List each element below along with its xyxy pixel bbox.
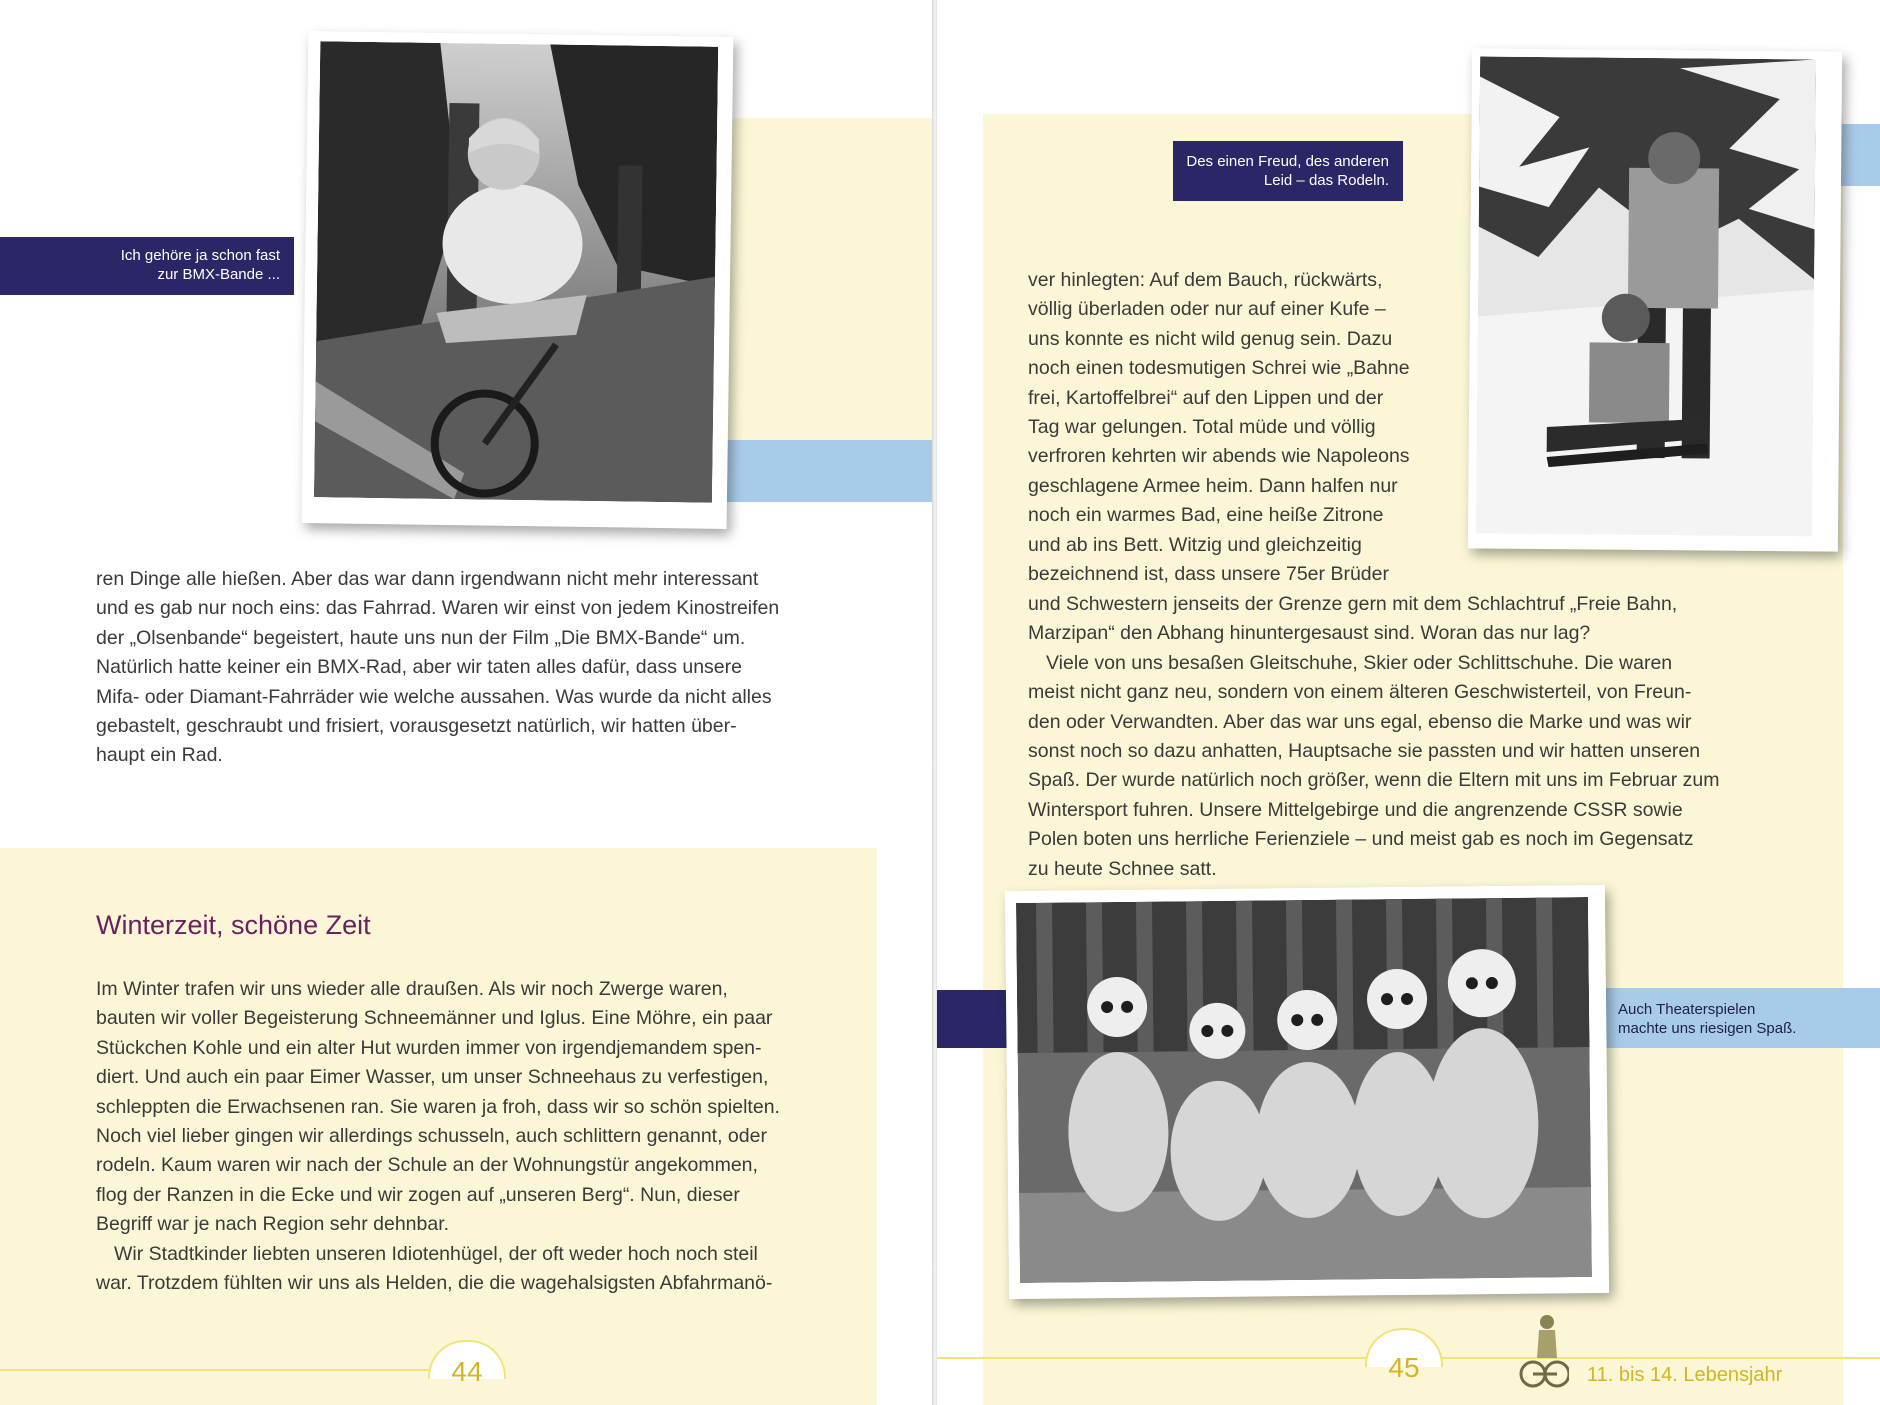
- text-line: Noch viel lieber gingen wir allerdings schusseln, auch schlittern genannt, oder: [96, 1125, 767, 1148]
- text-line: rodeln. Kaum waren wir nach der Schule an der Wohnungstür angekommen,: [96, 1154, 758, 1177]
- text-line: Mifa- oder Diamant-Fahrräder wie welche aussahen. Was wurde da nicht alles: [96, 685, 772, 708]
- text-line: Wintersport fuhren. Unsere Mittelgebirge und die angrenzende CSSR sowie: [1028, 798, 1683, 821]
- cyclist-figure-icon: [1519, 1312, 1569, 1392]
- text-line: Im Winter trafen wir uns wieder alle draußen. Als wir noch Zwerge waren,: [96, 978, 728, 1000]
- text-line: geschlagene Armee heim. Dann halfen nur: [1028, 474, 1398, 497]
- bmx-caption-box: [0, 237, 294, 295]
- text-line: meist nicht ganz neu, sondern von einem älteren Geschwisterteil, von Freun-: [1028, 681, 1692, 704]
- text-line: Spaß. Der wurde natürlich noch größer, wenn die Eltern mit uns im Februar zum: [1028, 769, 1720, 792]
- text-line: zu heute Schnee satt.: [1028, 857, 1217, 880]
- right-page: [937, 0, 1880, 1405]
- bmx-caption-line-1: Ich gehöre ja schon fast: [120, 247, 280, 264]
- text-line: noch einen todesmutigen Schrei wie „Bahne: [1028, 357, 1410, 380]
- page-number-45: 45: [1388, 1352, 1420, 1383]
- text-line: diert. Und auch ein paar Eimer Wasser, um unser Schneehaus zu verfestigen,: [96, 1066, 769, 1089]
- text-line: Begriff war je nach Region sehr dehnbar.: [96, 1213, 450, 1236]
- text-line: haupt ein Rad.: [96, 744, 223, 767]
- text-line: völlig überladen oder nur auf einer Kufe –: [1028, 298, 1386, 321]
- right-paragraph-1-narrow: [1028, 266, 1468, 589]
- left-footer-line: [0, 1369, 440, 1371]
- children-with-sled-in-snow-photo: [1476, 56, 1816, 536]
- left-paragraph-1: [96, 565, 856, 771]
- text-line: bezeichnend ist, dass unsere 75er Brüder: [1028, 563, 1389, 586]
- text-line: uns konnte es nicht wild genug sein. Dazu: [1028, 327, 1393, 350]
- text-line: flog der Ranzen in die Ecke und wir zogen auf „unseren Berg“. Nun, dieser: [96, 1183, 740, 1206]
- text-line: verfroren kehrten wir abends wie Napoleons: [1028, 445, 1410, 468]
- text-line: den oder Verwandten. Aber das war uns egal, ebenso die Marke und was wir: [1028, 710, 1692, 733]
- theater-photo-frame: [1005, 885, 1609, 1299]
- text-line: und es gab nur noch eins: das Fahrrad. Waren wir einst von jedem Kinostreifen: [96, 597, 780, 620]
- section-heading: Winterzeit, schöne Zeit: [96, 910, 371, 940]
- text-line: schleppten die Erwachsenen ran. Sie waren ja froh, dass wir so schön spielten.: [96, 1095, 780, 1118]
- text-line: Viele von uns besaßen Gleitschuhe, Skier oder Schlittschuhe. Die waren: [1046, 651, 1673, 674]
- text-line: war. Trotzdem fühlten wir uns als Helden, die die wagehalsigsten Abfahrmanö-: [96, 1272, 773, 1295]
- text-line: und Schwestern jenseits der Grenze gern mit dem Schlachtruf „Freie Bahn,: [1028, 593, 1678, 615]
- text-line: sonst noch so dazu anhatten, Hauptsache sie passten und wir hatten unseren: [1028, 740, 1701, 763]
- text-line: Stückchen Kohle und ein alter Hut wurden immer von irgendjemandem spen-: [96, 1036, 762, 1059]
- sled-caption-box: [1173, 141, 1403, 201]
- text-line: frei, Kartoffelbrei“ auf den Lippen und der: [1028, 386, 1384, 409]
- text-line: gebastelt, geschraubt und frisiert, vorausgesetzt natürlich, wir hatten über-: [96, 715, 737, 738]
- right-paragraph-1-wide: [1028, 590, 1828, 884]
- theater-caption-line-2: machte uns riesigen Spaß.: [1618, 1020, 1797, 1037]
- text-line: der „Olsenbande“ begeistert, haute uns nun der Film „Die BMX-Bande“ um.: [96, 626, 746, 649]
- theater-caption-box: [1606, 988, 1880, 1048]
- navy-accent-bar: [937, 990, 1007, 1048]
- text-line: und ab ins Bett. Witzig und gleichzeitig: [1028, 533, 1362, 556]
- bmx-caption-line-2: zur BMX-Bande ...: [157, 266, 280, 283]
- text-line: Polen boten uns herrliche Ferienziele – und meist gab es noch im Gegensatz: [1028, 828, 1694, 851]
- left-page: [0, 0, 934, 1405]
- sled-photo-frame: [1468, 48, 1842, 551]
- text-line: Wir Stadtkinder liebten unseren Idiotenhügel, der oft weder hoch noch steil: [114, 1242, 758, 1265]
- text-line: Natürlich hatte keiner ein BMX-Rad, aber wir taten alles dafür, dass unsere: [96, 656, 742, 679]
- text-line: bauten wir voller Begeisterung Schneemänner und Iglus. Eine Möhre, ein paar: [96, 1007, 773, 1030]
- page-number-44: 44: [451, 1356, 483, 1387]
- text-line: ren Dinge alle hießen. Aber das war dann irgendwann nicht mehr interessant: [96, 568, 759, 590]
- text-line: ver hinlegten: Auf dem Bauch, rückwärts,: [1028, 269, 1383, 291]
- theater-caption-line-1: Auch Theaterspielen: [1618, 1001, 1756, 1018]
- text-line: Tag war gelungen. Total müde und völlig: [1028, 416, 1376, 439]
- bmx-photo-frame: [302, 31, 734, 529]
- children-in-theater-costumes-photo: [1016, 897, 1592, 1283]
- boy-on-bmx-bike-photo: [314, 41, 718, 503]
- left-paragraph-2: [96, 975, 856, 1298]
- text-line: noch ein warmes Bad, eine heiße Zitrone: [1028, 504, 1384, 527]
- text-line: Marzipan“ den Abhang hinuntergesaust sind. Woran das nur lag?: [1028, 622, 1591, 645]
- sled-caption-line-1: Des einen Freud, des anderen: [1186, 153, 1389, 170]
- sled-caption-line-2: Leid – das Rodeln.: [1263, 172, 1389, 189]
- running-footer: 11. bis 14. Lebensjahr: [1587, 1364, 1783, 1386]
- left-blue-accent-bar: [700, 440, 934, 502]
